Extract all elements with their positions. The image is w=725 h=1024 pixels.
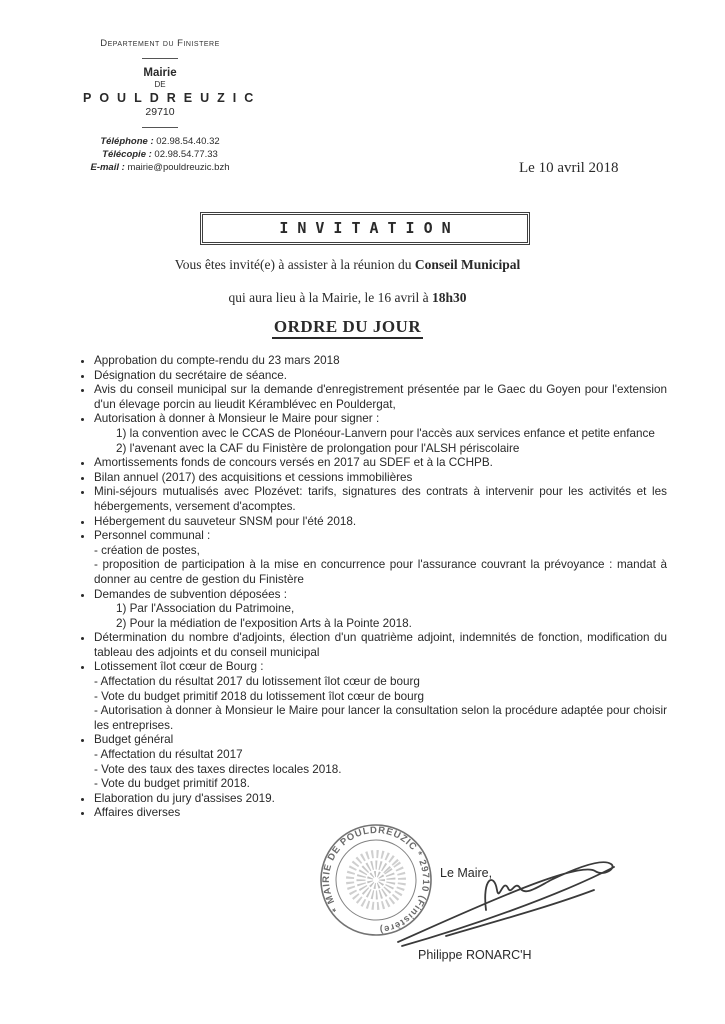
agenda-subitem: - Affectation du résultat 2017 xyxy=(94,748,243,762)
signature-role: Le Maire, xyxy=(440,866,493,880)
agenda-subitem: 2) Pour la médiation de l'exposition Arts à la Pointe 2018. xyxy=(116,616,412,630)
email-value: mairie@pouldreuzic.bzh xyxy=(127,161,230,173)
agenda-subitem: 1) Par l'Association du Patrimoine, xyxy=(116,602,295,616)
agenda-subitem: - Affectation du résultat 2017 du lotissement îlot cœur de bourg xyxy=(94,675,420,689)
agenda-item xyxy=(94,792,667,807)
agenda-item-text: • Avis du conseil municipal sur la demande d'enregistrement présentée par le Gaec du Goyen pour l'extension d'un élevage porcin au lieudit Kéramblévec en Pouldergat, xyxy=(94,383,667,411)
agenda-item xyxy=(94,529,667,587)
agenda-item-text: • Mini-séjours mutualisés avec Plozévet: tarifs, signatures des contrats à intervenir pour les activités et les hébergements, versement d'acomptes. xyxy=(94,485,667,513)
invitation-line-2-text: qui aura lieu à la Mairie, le 16 avril à xyxy=(228,290,433,305)
document-date: Le 10 avril 2018 xyxy=(519,160,619,176)
agenda-subitem: - Vote du budget primitif 2018. xyxy=(94,777,250,791)
agenda-item xyxy=(94,660,667,733)
agenda-subitem: - proposition de participation à la mise en concurrence pour l'assurance couvrant la prévoyance : mandat à donner au centre de gestion du Finistère xyxy=(94,558,667,586)
agenda-item xyxy=(94,456,667,471)
email-line xyxy=(75,162,245,175)
agenda-subitem: 2) l'avenant avec la CAF du Finistère de prolongation pour l'ALSH périscolaire xyxy=(116,441,520,455)
agenda-subitem: - création de postes, xyxy=(94,543,200,557)
letterhead-divider-bottom xyxy=(142,127,178,128)
agenda-item-text: • Amortissements fonds de concours versés en 2017 au SDEF et à la CCHPB. xyxy=(94,456,493,470)
agenda-item-text: • Affaires diverses xyxy=(94,806,181,820)
agenda-item xyxy=(94,354,667,369)
agenda-title: ORDRE DU JOUR xyxy=(272,317,423,339)
agenda-item-text: • Approbation du compte-rendu du 23 mars 2018 xyxy=(94,354,340,367)
invitation-line-1-text: Vous êtes invité(e) à assister à la réunion du xyxy=(174,257,415,272)
agenda-subitem: - Vote des taux des taxes directes locales 2018. xyxy=(94,762,342,776)
invitation-line-1 xyxy=(0,257,695,273)
agenda-subitem: 1) la convention avec le CCAS de Plonéour-Lanvern pour l'accès aux services enfance et petite enfance xyxy=(116,426,655,440)
mairie-label: Mairie xyxy=(143,67,177,79)
agenda-section xyxy=(73,354,667,821)
fax-value: 02.98.54.77.33 xyxy=(154,148,218,160)
contact-block xyxy=(75,136,245,174)
agenda-item xyxy=(94,515,667,530)
invitation-title-box: INVITATION xyxy=(200,212,530,245)
signature-icon xyxy=(386,850,626,954)
email-label: E-mail : xyxy=(90,161,125,173)
agenda-item xyxy=(94,588,667,632)
fax-line xyxy=(75,149,245,162)
letterhead-divider-top xyxy=(142,58,178,59)
agenda-item-text: • Bilan annuel (2017) des acquisitions et cessions immobilières xyxy=(94,470,413,484)
agenda-item xyxy=(94,383,667,412)
commune-name: POULDREUZIC xyxy=(83,91,262,105)
agenda-subitem: - Autorisation à donner à Monsieur le Maire pour lancer la consultation selon la procédure adaptée pour choisir les entreprises. xyxy=(94,704,667,732)
agenda-item-text: • Demandes de subvention déposées : xyxy=(94,587,287,601)
agenda-item-text: • Hébergement du sauveteur SNSM pour l'été 2018. xyxy=(94,514,357,528)
agenda-item-text: • Personnel communal : xyxy=(94,529,211,543)
agenda-item-text: • Détermination du nombre d'adjoints, élection d'un quatrième adjoint, indemnités de fonction, modification du tableau des adjoints et du conseil municipal xyxy=(94,631,667,659)
agenda-title-wrap xyxy=(0,317,695,337)
agenda-item xyxy=(94,369,667,384)
invitation-line-2-bold: 18h30 xyxy=(432,290,467,305)
agenda-item xyxy=(94,412,667,456)
postal-code: 29710 xyxy=(145,106,175,118)
agenda-item-text: • Autorisation à donner à Monsieur le Maire pour signer : xyxy=(94,412,380,426)
agenda-item-text: • Budget général xyxy=(94,733,174,747)
agenda-item xyxy=(94,631,667,660)
phone-line xyxy=(75,136,245,149)
agenda-item-text: • Elaboration du jury d'assises 2019. xyxy=(94,791,275,805)
de-label: DE xyxy=(154,80,166,89)
agenda-item xyxy=(94,471,667,486)
invitation-line-2 xyxy=(0,290,695,306)
agenda-item-text: • Désignation du secrétaire de séance. xyxy=(94,368,287,382)
phone-value: 02.98.54.40.32 xyxy=(156,136,220,147)
department-name: Departement du Finistere xyxy=(100,38,220,49)
agenda-item xyxy=(94,485,667,514)
agenda-list xyxy=(73,354,667,821)
signatory-name: Philippe RONARC'H xyxy=(418,948,532,962)
agenda-subitem: - Vote du budget primitif 2018 du lotissement îlot cœur de bourg xyxy=(94,689,425,703)
agenda-item xyxy=(94,733,667,791)
letterhead xyxy=(75,38,262,174)
agenda-item-text: • Lotissement îlot cœur de Bourg : xyxy=(94,660,264,674)
fax-label: Télécopie : xyxy=(102,148,152,160)
stamp-ring-text: * MAIRIE DE POULDREUZIC * 29710 (Finistère) xyxy=(320,824,432,935)
phone-label: Téléphone : xyxy=(100,136,154,147)
invitation-line-1-bold: Conseil Municipal xyxy=(414,257,521,272)
